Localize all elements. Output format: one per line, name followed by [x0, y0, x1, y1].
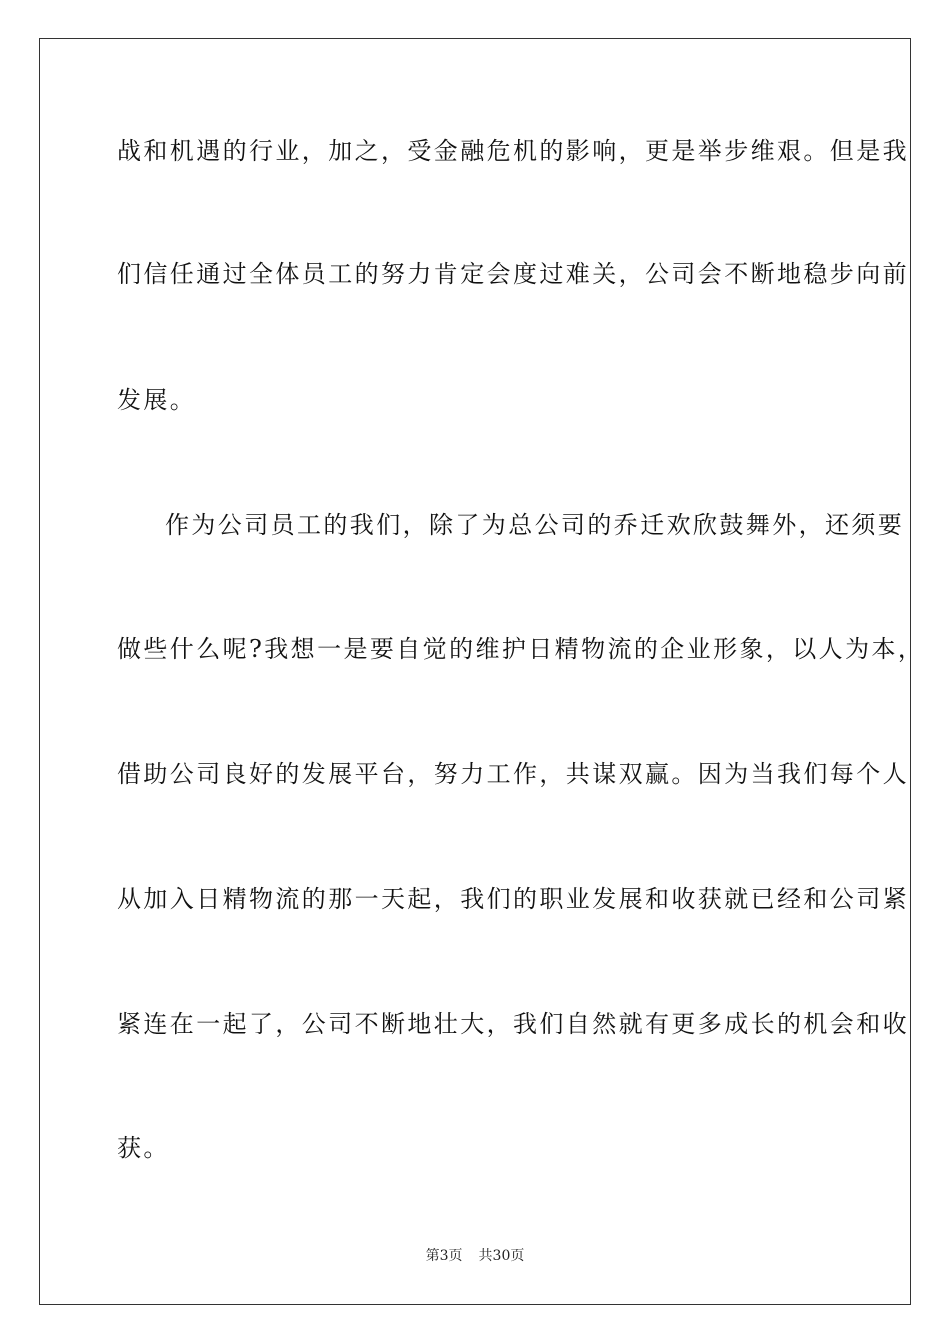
page-footer — [0, 1247, 950, 1265]
text-line: 紧连在一起了，公司不断地壮大，我们自然就有更多成长的机会和收 — [117, 1010, 909, 1038]
text-line: 从加入日精物流的那一天起，我们的职业发展和收获就已经和公司紧 — [117, 885, 909, 913]
text-line: 做些什么呢?我想一是要自觉的维护日精物流的企业形象，以人为本， — [117, 635, 925, 663]
paragraph-first-line: 作为公司员工的我们，除了为总公司的乔迁欢欣鼓舞外，还须要 — [165, 511, 905, 539]
text-line: 获。 — [117, 1134, 170, 1162]
text-line: 借助公司良好的发展平台，努力工作，共谋双赢。因为当我们每个人 — [117, 760, 909, 788]
text-line: 战和机遇的行业，加之，受金融危机的影响，更是举步维艰。但是我 — [117, 137, 909, 165]
page-border — [39, 38, 925, 1305]
total-pages: 共30页 — [478, 1248, 525, 1264]
text-line: 发展。 — [117, 386, 197, 414]
text-line: 们信任通过全体员工的努力肯定会度过难关，公司会不断地稳步向前 — [117, 260, 909, 288]
page-number: 第3页 — [425, 1248, 463, 1264]
